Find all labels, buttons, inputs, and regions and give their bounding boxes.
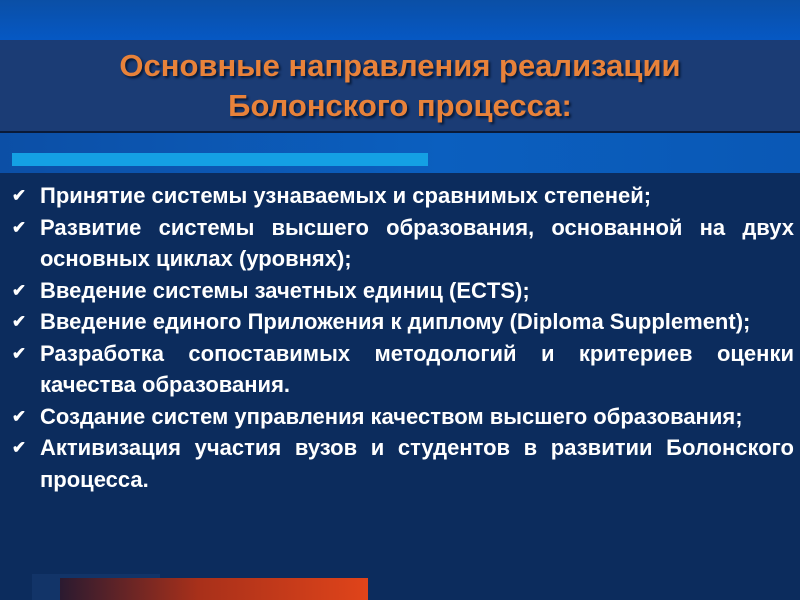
checkmark-icon: ✔: [11, 406, 27, 426]
bullet-text: Развитие системы высшего образования, основанной на двух основных циклах (уровнях);: [40, 214, 794, 271]
accent-bar: [12, 153, 428, 166]
bullet-item: [8, 401, 794, 433]
bullet-text: Активизация участия вузов и студентов в развитии Болонского процесса.: [40, 435, 794, 492]
bullet-text: Создание систем управления качеством высшего образования;: [40, 403, 743, 429]
checkmark-icon: ✔: [11, 186, 27, 205]
top-decor-bar: [0, 0, 800, 40]
bullet-text: Принятие системы узнаваемых и сравнимых степеней;: [40, 183, 652, 208]
bullet-item: [8, 432, 794, 495]
bullet-item: [8, 306, 794, 338]
bullet-item: [8, 212, 794, 275]
slide-title-line-1: Основные направления реализации: [119, 47, 681, 83]
checkmark-icon: ✔: [11, 217, 27, 237]
checkmark-icon: ✔: [11, 280, 27, 300]
bullet-text: Введение единого Приложения к диплому (Diploma Supplement);: [40, 309, 751, 334]
bullet-item: [8, 180, 794, 212]
slide-title: [0, 40, 800, 131]
title-band: [0, 40, 800, 131]
bullet-text: Введение системы зачетных единиц (ECTS);: [40, 277, 530, 303]
bullet-item: [8, 338, 794, 401]
bullet-item: [8, 275, 794, 307]
bullet-text: Разработка сопоставимых методологий и критериев оценки качества образования.: [40, 340, 794, 397]
checkmark-icon: ✔: [11, 343, 27, 363]
checkmark-icon: ✔: [11, 438, 27, 457]
slide-title-line-2: Болонского процесса:: [228, 87, 572, 123]
bullet-list: [8, 180, 794, 495]
bottom-gradient-bar: [60, 578, 368, 600]
checkmark-icon: ✔: [11, 312, 27, 331]
